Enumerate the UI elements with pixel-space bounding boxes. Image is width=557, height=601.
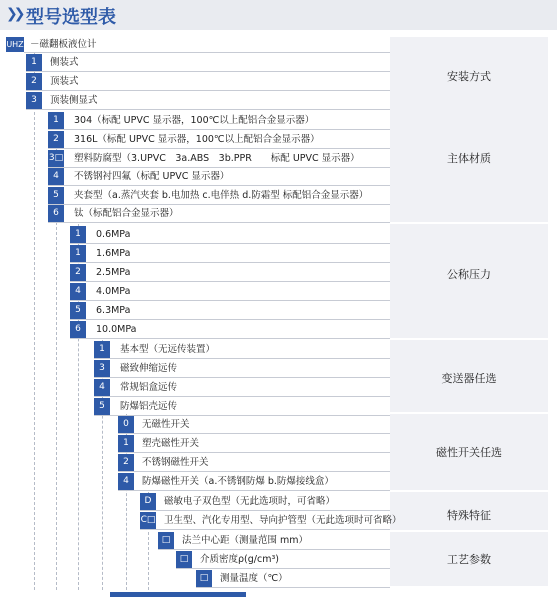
option-row <box>48 150 390 168</box>
option-code: 4 <box>48 168 64 185</box>
option-row <box>94 379 390 397</box>
double-chevron-icon: ❯❯ <box>6 6 22 22</box>
model-prefix-badge: UHZ <box>6 37 24 52</box>
option-label: 塑料防腐型（3.UPVC 3a.ABS 3b.PPR 标配 UPVC 显示器） <box>74 153 360 164</box>
header-bar <box>0 0 557 30</box>
page-title: 型号选型表 <box>26 7 116 28</box>
option-row <box>70 302 390 320</box>
option-label: 4.0MPa <box>96 286 131 297</box>
option-row <box>26 54 390 72</box>
option-code: 1 <box>94 341 110 358</box>
option-row <box>140 512 402 530</box>
option-code: 1 <box>26 54 42 71</box>
option-row <box>70 264 390 282</box>
option-label: 防爆磁性开关（a.不锈钢防爆 b.防爆接线盒） <box>142 476 334 487</box>
option-label: 顶装侧显式 <box>50 95 98 106</box>
option-code: 1 <box>70 245 86 262</box>
option-code: 2 <box>70 264 86 281</box>
option-label: 测量温度（℃） <box>220 573 288 584</box>
option-code: 1 <box>48 112 64 129</box>
option-label: 不锈钢磁性开关 <box>142 457 209 468</box>
option-row <box>48 112 390 130</box>
option-label: 卫生型、汽化专用型、导向护管型（无此选项时可省略） <box>164 515 402 526</box>
option-label: 不锈钢衬四氟（标配 UPVC 显示器） <box>74 171 230 182</box>
option-code: 6 <box>70 321 86 338</box>
option-row <box>140 493 390 511</box>
option-row <box>26 73 390 91</box>
option-label: 防爆铝壳远传 <box>120 401 178 412</box>
option-code: 6 <box>48 205 64 222</box>
option-code: 4 <box>70 283 86 300</box>
root-row-line <box>24 37 390 53</box>
option-row <box>118 473 390 491</box>
option-row <box>118 454 390 472</box>
category-label-pressure: 公称压力 <box>447 268 491 281</box>
option-code: 3 <box>94 360 110 377</box>
category-label-process: 工艺参数 <box>447 553 491 566</box>
option-code: □ <box>176 551 192 568</box>
option-label: 介质密度ρ(g/cm³) <box>200 554 279 565</box>
option-code: 3□ <box>48 150 64 167</box>
option-label: 10.0MPa <box>96 324 137 335</box>
option-label: 钛（标配铝合金显示器） <box>74 208 179 219</box>
option-code: 2 <box>118 454 134 471</box>
option-code: 5 <box>94 398 110 415</box>
option-code: 2 <box>26 73 42 90</box>
option-row <box>158 532 390 550</box>
option-code: 5 <box>70 302 86 319</box>
option-row <box>196 570 390 588</box>
option-label: 顶装式 <box>50 76 79 87</box>
option-label: 夹套型（a.蒸汽夹套 b.电加热 c.电伴热 d.防霜型 标配铝合金显示器） <box>74 190 369 201</box>
option-code: □ <box>158 532 174 549</box>
option-label: 磁致伸缩远传 <box>120 363 178 374</box>
option-label: 侧装式 <box>50 57 79 68</box>
option-code: 2 <box>48 131 64 148</box>
option-row <box>94 398 390 416</box>
category-panel-material <box>390 112 548 222</box>
option-label: 1.6MPa <box>96 248 131 259</box>
option-row <box>118 416 390 434</box>
option-row <box>48 168 390 186</box>
option-label: 6.3MPa <box>96 305 131 316</box>
option-label: 基本型（无远传装置） <box>120 344 216 355</box>
option-code: 4 <box>118 473 134 490</box>
option-label: 常规铝盒远传 <box>120 382 178 393</box>
option-label: 316L（标配 UPVC 显示器，100℃以上配铝合金显示器） <box>74 134 320 145</box>
option-row <box>94 341 390 359</box>
option-code: □ <box>196 570 212 587</box>
option-row <box>70 283 390 301</box>
category-label-special: 特殊特征 <box>447 509 491 522</box>
option-row <box>118 435 390 453</box>
option-code: 4 <box>94 379 110 396</box>
option-row <box>48 205 390 223</box>
option-code: C□ <box>140 512 156 529</box>
category-label-switch: 磁性开关任选 <box>436 446 502 459</box>
option-label: 塑壳磁性开关 <box>142 438 200 449</box>
option-row <box>48 131 390 149</box>
option-label: 法兰中心距（测量范围 mm） <box>182 535 309 546</box>
option-label: 0.6MPa <box>96 229 131 240</box>
option-row <box>48 187 390 205</box>
option-row <box>70 226 390 244</box>
option-label: 磁敏电子双色型（无此选项时，可省略） <box>164 496 336 507</box>
option-code: 1 <box>70 226 86 243</box>
category-label-material: 主体材质 <box>447 152 491 165</box>
option-code: D <box>140 493 156 510</box>
category-label-transmitter: 变送器任选 <box>441 372 497 385</box>
option-row <box>70 321 390 339</box>
option-label: 2.5MPa <box>96 267 131 278</box>
bottom-accent-bar <box>110 592 246 597</box>
option-code: 3 <box>26 92 42 109</box>
option-row <box>176 551 390 569</box>
option-code: 1 <box>118 435 134 452</box>
option-code: 5 <box>48 187 64 204</box>
model-name-label: －磁翻板液位计 <box>30 39 97 50</box>
connector-line <box>34 52 35 590</box>
option-label: 304（标配 UPVC 显示器，100℃以上配铝合金显示器） <box>74 115 315 126</box>
option-label: 无磁性开关 <box>142 419 190 430</box>
option-row <box>70 245 390 263</box>
option-row <box>26 92 390 110</box>
option-row <box>94 360 390 378</box>
option-code: 0 <box>118 416 134 433</box>
category-label-mount: 安装方式 <box>447 70 491 83</box>
